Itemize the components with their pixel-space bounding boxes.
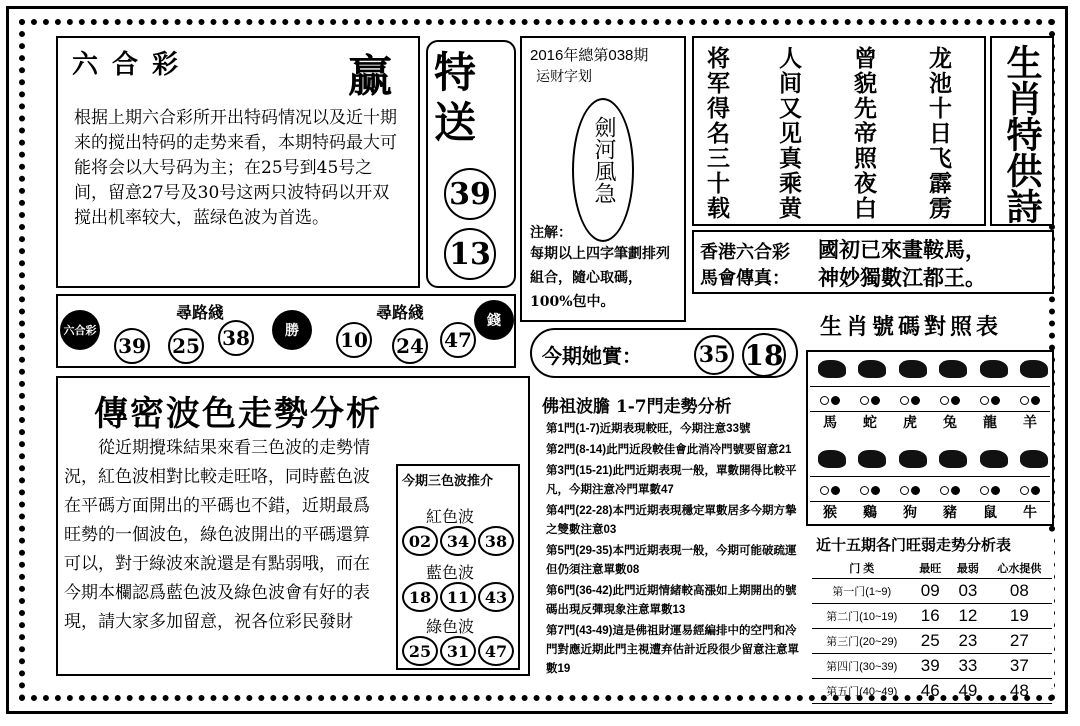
- zodiac-row1-dots: [810, 386, 1050, 412]
- zodiac-ox: 牛: [1023, 505, 1037, 521]
- zodiac-row1-icons: [818, 360, 1048, 378]
- current-number-1: 35: [694, 335, 734, 375]
- special-title: 特 送: [434, 48, 477, 147]
- rat-icon: [980, 450, 1008, 468]
- tag-liuhecai: 六合彩: [60, 310, 100, 350]
- goat-icon: [1020, 360, 1048, 378]
- route-ball-2: 25: [168, 328, 204, 364]
- dog-icon: [899, 450, 927, 468]
- hk-line-1: 國初已來畫鞍馬，: [818, 237, 986, 262]
- zodiac-monkey: 猴: [823, 505, 837, 521]
- blue-balls: 18 11 43: [402, 582, 514, 612]
- zodiac-row2-dots: [810, 476, 1050, 502]
- wave-title: 傳密波色走勢分析: [94, 394, 382, 434]
- wave-panel: [56, 376, 530, 676]
- hk-fax-panel: [692, 230, 1054, 294]
- current-panel: [530, 328, 798, 378]
- hk-label-2: 馬會傳真：: [700, 268, 790, 289]
- issue-panel: [520, 36, 686, 322]
- note-text: 每期以上四字筆劃排列組合，隨心取碼，100%包中。: [530, 246, 670, 310]
- trend-row: 第四门(30~39) 39 33 37: [812, 654, 1052, 679]
- green-label: 綠色波: [426, 617, 475, 636]
- route-label-1: 尋路綫: [176, 303, 225, 322]
- rooster-icon: [858, 450, 886, 468]
- green-balls: 25 31 47: [402, 636, 514, 666]
- red-label: 紅色波: [426, 507, 475, 526]
- door-5: 第5門(29-35)本門近期表現一般，今期可能破疏運但仍須注意單數08: [546, 545, 797, 576]
- zodiac-rooster: 鷄: [863, 505, 877, 521]
- hk-line-2: 神妙獨數江都王。: [818, 265, 986, 290]
- poem-col-1: 龙池十日飞霹雳: [925, 46, 952, 221]
- special-panel: [426, 40, 516, 288]
- blue-label: 藍色波: [426, 563, 475, 582]
- route-label-2: 尋路綫: [376, 303, 425, 322]
- tiger-icon: [899, 360, 927, 378]
- zodiac-dragon: 龍: [983, 415, 997, 431]
- zodiac-tiger: 虎: [903, 415, 917, 431]
- monkey-icon: [818, 450, 846, 468]
- zodiac-row2-icons: [818, 450, 1048, 468]
- snake-icon: [858, 360, 886, 378]
- zodiac-horse: 馬: [823, 415, 837, 431]
- note-label: 注解：: [530, 225, 572, 241]
- poem-col-2: 曾貌先帝照夜白: [850, 46, 877, 221]
- current-number-2: 18: [742, 333, 786, 377]
- route-ball-5: 24: [392, 328, 428, 364]
- zodiac-title: 生肖號碼對照表: [820, 314, 1003, 340]
- trend-row: 第二门(10~19) 16 12 19: [812, 604, 1052, 629]
- trend-row: 第一门(1~9) 09 03 08: [812, 579, 1052, 604]
- win-glyph: 赢: [348, 51, 392, 102]
- door-6: 第6門(36-42)此門近期情緒較高漲如上期開出的號碼出現反彈現象注意單數13: [546, 585, 797, 616]
- dragon-icon: [980, 360, 1008, 378]
- poem-col-4: 将军得名三十载: [703, 46, 730, 221]
- doors-title: 佛祖波膽 1-7門走勢分析: [542, 397, 732, 417]
- zodiac-row2-labels: [810, 502, 1050, 522]
- trend-table: [812, 558, 1052, 704]
- sword-oval: 劍河風急: [572, 98, 634, 242]
- route-ball-3: 38: [218, 320, 254, 356]
- poem-side-title-box: [990, 36, 1054, 226]
- current-label: 今期她實：: [542, 344, 642, 368]
- door-7: 第7門(43-49)這是佛祖財運易經編排中的空門和冷門對應近期此門主視遭弃估計近段很少留意注意單數19: [546, 625, 799, 675]
- zodiac-snake: 蛇: [863, 415, 877, 431]
- pig-icon: [939, 450, 967, 468]
- doors-list: [546, 420, 804, 679]
- hk-label-1: 香港六合彩: [700, 242, 790, 263]
- trend-row: 第五门(40~49) 46 49 48: [812, 679, 1052, 704]
- zodiac-rat: 鼠: [983, 505, 997, 521]
- route-strip: [56, 294, 516, 368]
- special-number-1: 39: [444, 168, 496, 220]
- forecast-paragraph: 根据上期六合彩所开出特码情况以及近十期来的搅出特码的走势来看，本期特码最大可能将会以大号码为主；在25号到45号之间，留意27号及30号这两只波特码以开双搅出机率较大，蓝绿色波为首选。: [74, 108, 397, 228]
- rabbit-icon: [939, 360, 967, 378]
- door-3: 第3門(15-21)此門近期表現一般，單數開得比較平凡，今期注意冷門單數47: [546, 465, 797, 496]
- horse-icon: [818, 360, 846, 378]
- door-2: 第2門(8-14)此門近段較佳會此消冷門號要留意21: [546, 444, 792, 456]
- trend-title: 近十五期各门旺弱走势分析表: [816, 537, 1012, 554]
- red-balls: 02 34 38: [402, 526, 514, 556]
- trend-header: 门 类 最旺 最弱 心水提供: [812, 558, 1052, 579]
- issue-subtitle: 运财字划: [536, 69, 592, 85]
- trend-row: 第三门(20~29) 25 23 27: [812, 629, 1052, 654]
- zodiac-table: [806, 350, 1054, 526]
- zodiac-dog: 狗: [903, 505, 917, 521]
- zodiac-row1-labels: [810, 412, 1050, 432]
- issue-period: 2016年總第038期: [530, 47, 649, 64]
- route-ball-6: 47: [440, 322, 476, 358]
- special-number-2: 13: [444, 228, 496, 280]
- wave-recommend: [396, 464, 520, 670]
- door-1: 第1門(1-7)近期表現較旺，今期注意33號: [546, 423, 751, 435]
- poem-side-title: 生肖特供詩: [1001, 44, 1043, 224]
- door-4: 第4門(22-28)本門近期表現穩定單數居多今期方摯之雙數注意03: [546, 505, 797, 536]
- wave-text: 從近期攪珠結果來看三色波的走勢情況，紅色波相對比較走旺咯，同時藍色波在平碼方面開出的平碼也不錯，近期最爲旺勢的一個波色，綠色波開出的平碼還算可以，對于綠波來說還是有點弱哦，而在今期本欄認爲藍色波及綠色波會有好的表現，請大家多加留意，祝各位彩民發財: [64, 438, 370, 632]
- tag-win: 勝: [272, 310, 312, 350]
- zodiac-rabbit: 兔: [943, 415, 957, 431]
- poem-col-3: 人间又见真乘黄: [775, 46, 802, 221]
- zodiac-goat: 羊: [1023, 415, 1037, 431]
- ox-icon: [1020, 450, 1048, 468]
- zodiac-pig: 豬: [943, 505, 957, 521]
- lottery-title: 六合彩: [72, 50, 193, 80]
- wave-rec-title: 今期三色波推介: [402, 474, 494, 489]
- route-ball-1: 39: [114, 328, 150, 364]
- tag-money: 錢: [474, 300, 514, 340]
- route-ball-4: 10: [336, 322, 372, 358]
